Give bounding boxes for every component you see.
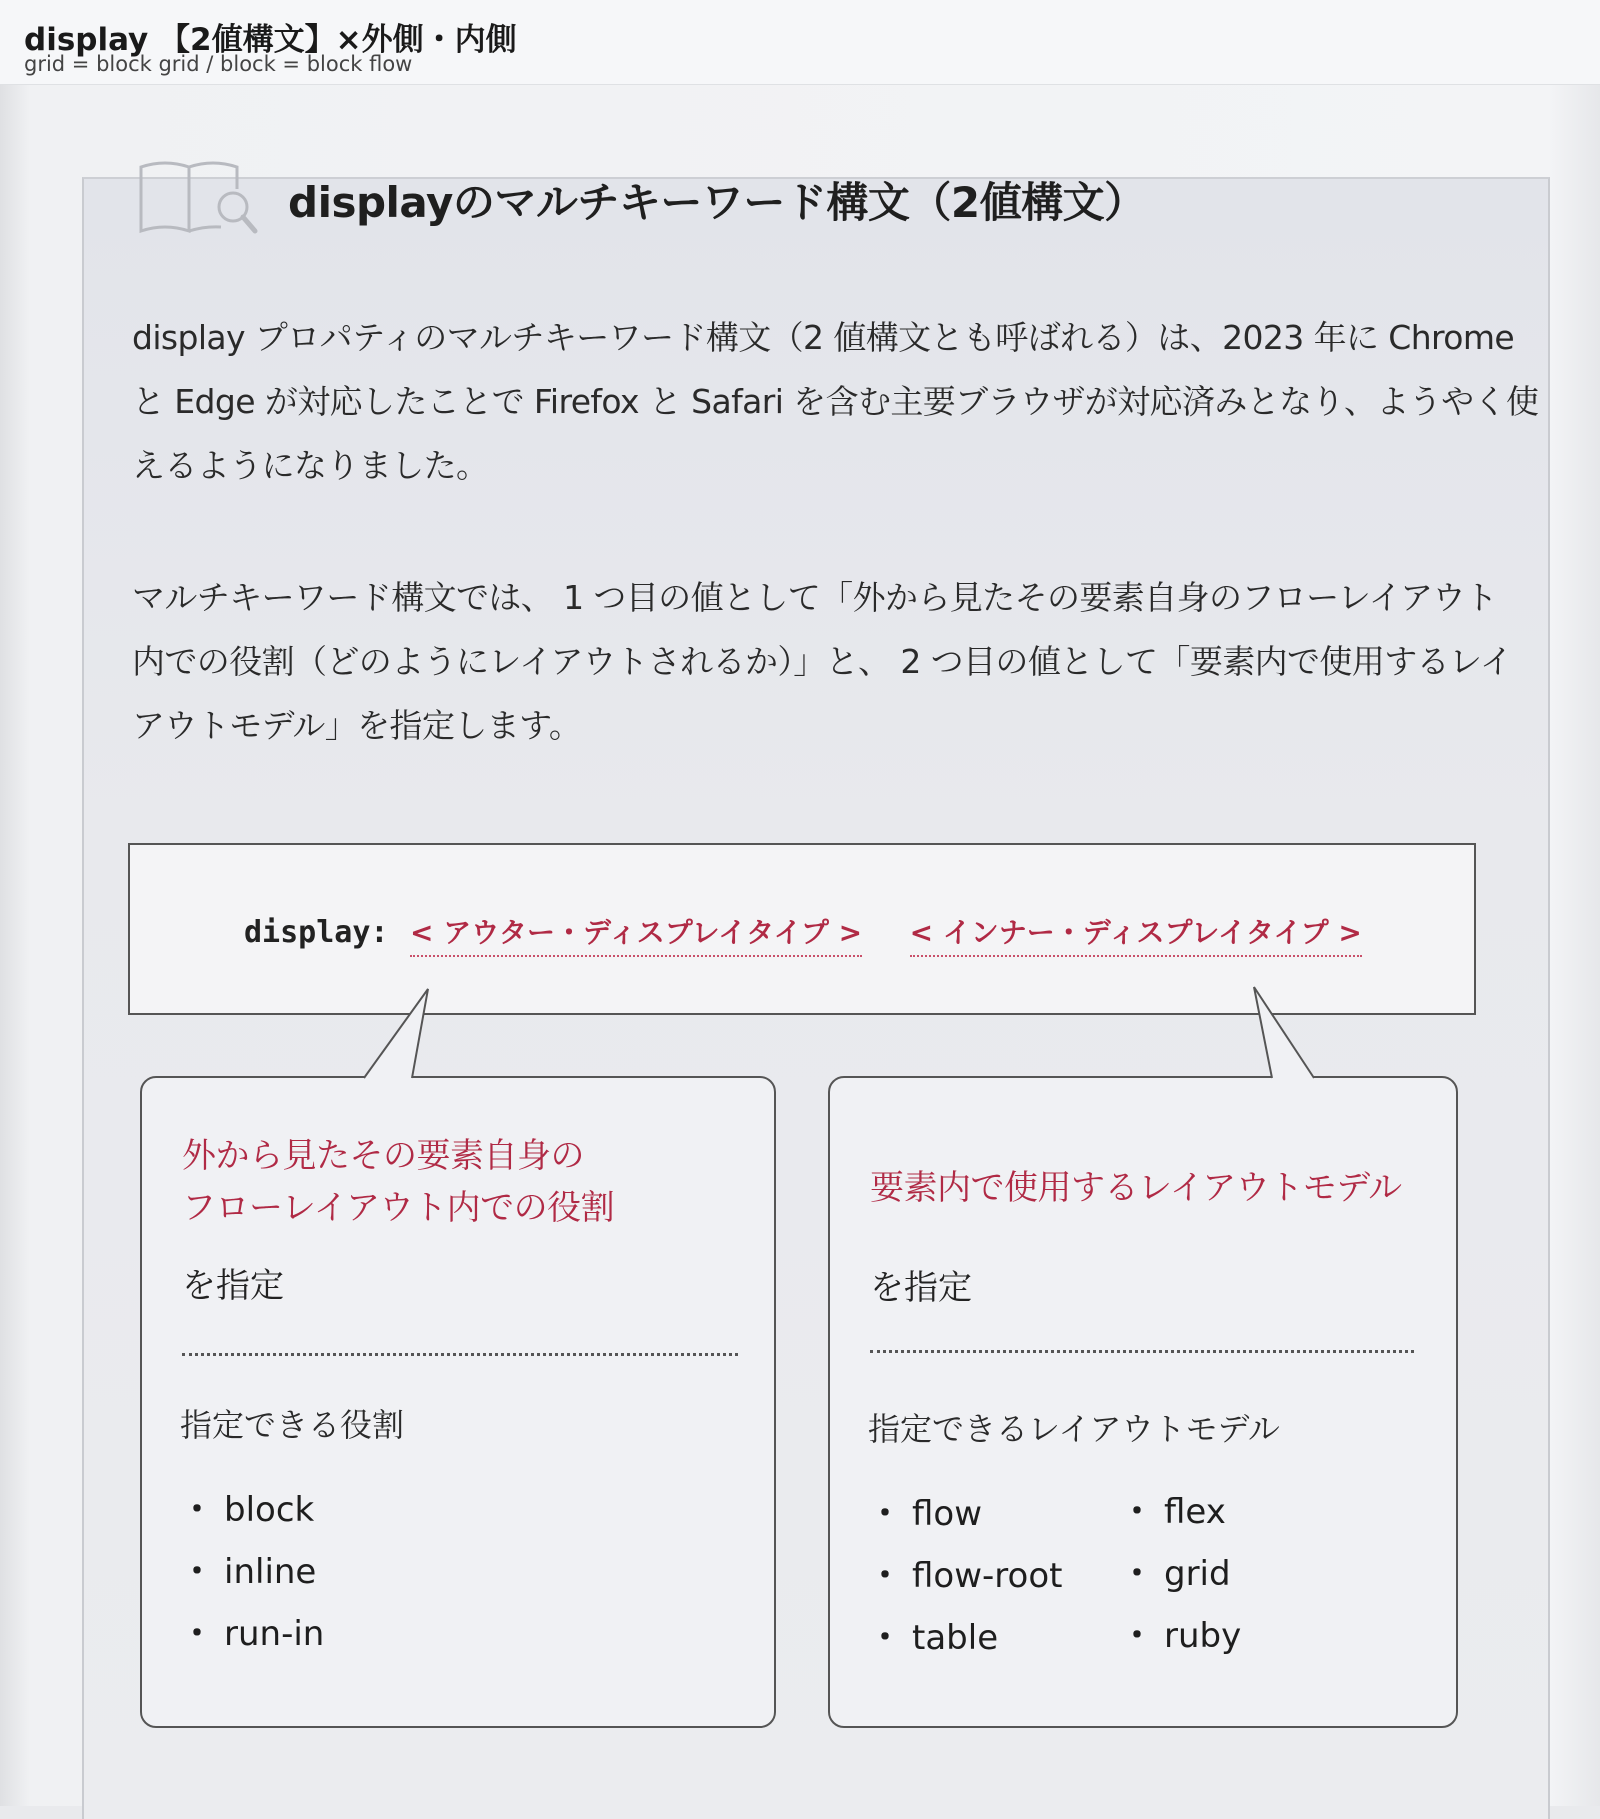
inner-callout-pointer (1248, 985, 1328, 1080)
divider (870, 1350, 1414, 1353)
divider (182, 1353, 738, 1356)
outer-spec-text: を指定 (182, 1266, 284, 1306)
outer-role-line2: フローレイアウト内での役割 (182, 1188, 615, 1228)
inner-item (1120, 1546, 1231, 1595)
bullet: ・ (868, 1494, 902, 1534)
outer-display-type: < アウター・ディスプレイタイプ > (410, 916, 862, 957)
paragraph-line: アウトモデル」を指定します。 (132, 706, 582, 745)
bullet: ・ (1120, 1554, 1154, 1594)
inner-spec-text: を指定 (870, 1268, 972, 1308)
bullet: ・ (1120, 1616, 1154, 1656)
bullet: ・ (180, 1614, 214, 1654)
item-text: flow (912, 1494, 983, 1534)
window-title: display 【2値構文】×外側・内側 (24, 22, 517, 58)
syntax-line (244, 911, 1362, 951)
item-text: flex (1164, 1492, 1226, 1532)
outer-item (180, 1544, 316, 1593)
inner-callout (828, 1076, 1458, 1728)
item-text: ruby (1164, 1616, 1242, 1656)
bullet: ・ (868, 1618, 902, 1658)
paragraph-line: マルチキーワード構文では、 1 つ目の値として「外から見たその要素自身のフローレイアウト (132, 578, 1498, 617)
outer-callout-pointer (360, 985, 440, 1080)
outer-role-line1: 外から見たその要素自身の (182, 1136, 584, 1176)
item-text: inline (224, 1552, 317, 1592)
paragraph-line: と Edge が対応したことで Firefox と Safari を含む主要ブラウザが対応済みとなり、ようやく使 (132, 382, 1539, 421)
bullet: ・ (868, 1556, 902, 1596)
paragraph-line: 内での役割（どのようにレイアウトされるか）」と、 2 つ目の値として「要素内で使用するレイ (132, 642, 1513, 681)
title-bar (0, 0, 1600, 85)
inner-list-label: 指定できるレイアウトモデル (868, 1410, 1280, 1448)
inner-item (868, 1548, 1062, 1597)
item-text: flow-root (912, 1556, 1063, 1596)
bullet: ・ (1120, 1492, 1154, 1532)
item-text: run-in (224, 1614, 325, 1654)
item-text: block (224, 1490, 315, 1530)
section-heading: displayのマルチキーワード構文（2値構文） (288, 178, 1146, 227)
bullet: ・ (180, 1552, 214, 1592)
outer-list-label: 指定できる役割 (180, 1406, 405, 1444)
inner-model-line: 要素内で使用するレイアウトモデル (870, 1168, 1402, 1208)
book-search-icon (135, 155, 261, 239)
inner-display-type: < インナー・ディスプレイタイプ > (910, 916, 1362, 957)
intro-paragraph (132, 306, 1539, 498)
item-text: table (912, 1618, 999, 1658)
explanation-paragraph (132, 566, 1513, 758)
inner-item (1120, 1484, 1226, 1533)
inner-item (868, 1486, 982, 1535)
bullet: ・ (180, 1490, 214, 1530)
syntax-property: display: (244, 915, 389, 950)
paragraph-line: えるようになりました。 (132, 446, 489, 485)
outer-item (180, 1606, 324, 1655)
inner-item (1120, 1608, 1241, 1657)
outer-item (180, 1482, 314, 1531)
outer-callout (140, 1076, 776, 1728)
inner-item (868, 1610, 998, 1659)
item-text: grid (1164, 1554, 1231, 1594)
paragraph-line: display プロパティのマルチキーワード構文（2 値構文とも呼ばれる）は、2023 年に Chrome (132, 318, 1515, 357)
window-subtitle: grid = block grid / block = block flow (24, 52, 413, 76)
